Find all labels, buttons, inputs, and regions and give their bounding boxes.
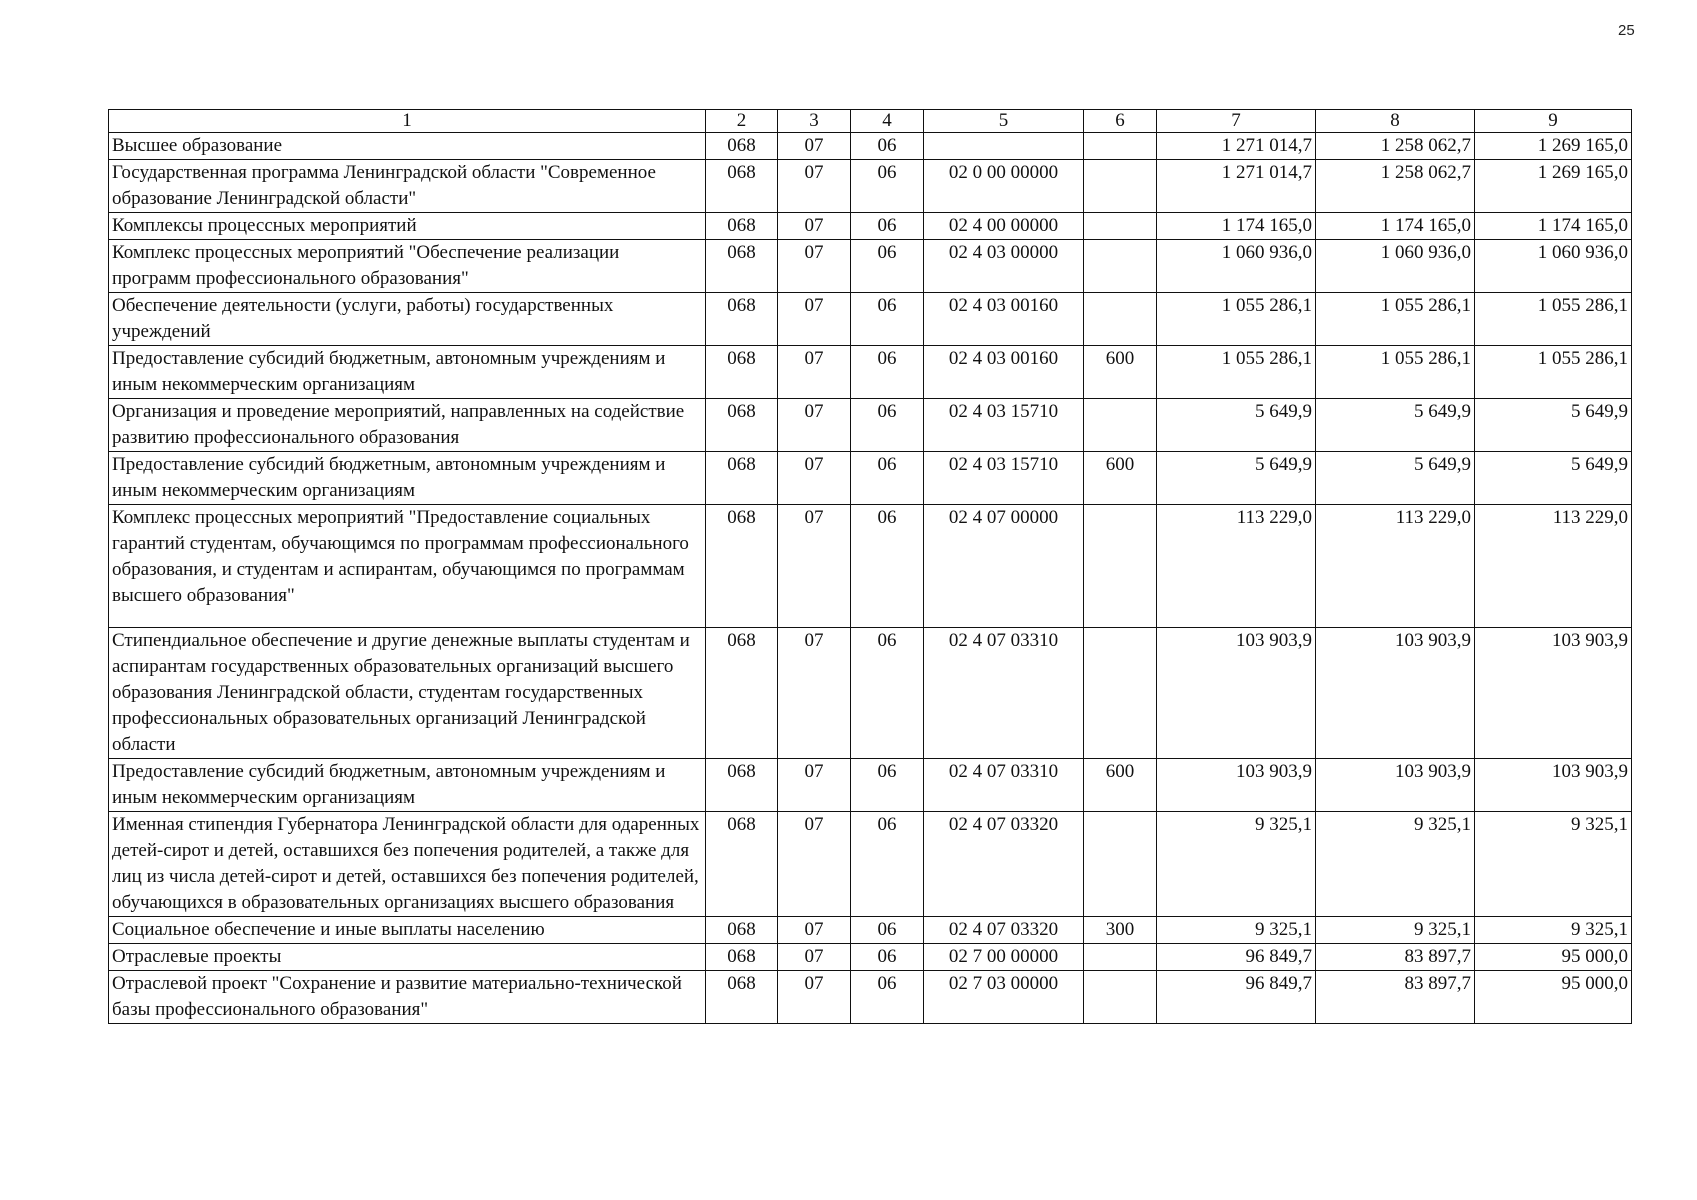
row-value-cell: 06: [851, 133, 924, 160]
row-value-cell: 1 060 936,0: [1475, 240, 1632, 293]
row-value-cell: 113 229,0: [1475, 505, 1632, 628]
row-value-cell: 83 897,7: [1316, 944, 1475, 971]
row-value-cell: 07: [778, 160, 851, 213]
row-name-cell: Организация и проведение мероприятий, направленных на содействие развитию профессионального образования: [109, 399, 706, 452]
row-value-cell: [1084, 160, 1157, 213]
row-value-cell: [924, 133, 1084, 160]
row-value-cell: 103 903,9: [1475, 628, 1632, 759]
row-name-cell: Предоставление субсидий бюджетным, автономным учреждениям и иным некоммерческим организациям: [109, 346, 706, 399]
row-value-cell: 1 269 165,0: [1475, 160, 1632, 213]
table-row: [109, 399, 1632, 452]
row-value-cell: 5 649,9: [1316, 452, 1475, 505]
row-value-cell: 103 903,9: [1475, 759, 1632, 812]
table-header: [109, 110, 1632, 133]
row-value-cell: 9 325,1: [1475, 812, 1632, 917]
table-row: [109, 293, 1632, 346]
row-value-cell: 07: [778, 240, 851, 293]
row-value-cell: 06: [851, 505, 924, 628]
header-cell: 7: [1157, 110, 1316, 133]
row-value-cell: 02 4 03 00160: [924, 346, 1084, 399]
row-value-cell: 06: [851, 346, 924, 399]
row-name-cell: Комплекс процессных мероприятий "Обеспечение реализации программ профессионального образования": [109, 240, 706, 293]
row-value-cell: 06: [851, 759, 924, 812]
page-number: 25: [1618, 22, 1635, 39]
row-value-cell: 02 4 03 15710: [924, 399, 1084, 452]
row-value-cell: 600: [1084, 452, 1157, 505]
row-value-cell: 1 271 014,7: [1157, 133, 1316, 160]
row-name-cell: Стипендиальное обеспечение и другие денежные выплаты студентам и аспирантам государственных образовательных организаций высшего образования Ленинградской области, студентам государственных профессиональных образовательных организаций Ленинградской области: [109, 628, 706, 759]
row-value-cell: [1084, 240, 1157, 293]
table-row: [109, 160, 1632, 213]
header-cell: 2: [706, 110, 778, 133]
row-value-cell: 068: [706, 971, 778, 1024]
row-value-cell: 113 229,0: [1316, 505, 1475, 628]
row-value-cell: 07: [778, 917, 851, 944]
row-value-cell: 9 325,1: [1316, 917, 1475, 944]
row-value-cell: 02 4 07 03320: [924, 812, 1084, 917]
row-value-cell: 1 174 165,0: [1475, 213, 1632, 240]
row-value-cell: 1 060 936,0: [1157, 240, 1316, 293]
row-name-cell: Государственная программа Ленинградской области "Современное образование Ленинградской области": [109, 160, 706, 213]
row-value-cell: 103 903,9: [1157, 759, 1316, 812]
table-row: [109, 346, 1632, 399]
table-row: [109, 133, 1632, 160]
row-value-cell: 02 0 00 00000: [924, 160, 1084, 213]
row-value-cell: 068: [706, 505, 778, 628]
row-name-cell: Комплексы процессных мероприятий: [109, 213, 706, 240]
row-value-cell: 02 4 07 00000: [924, 505, 1084, 628]
row-value-cell: 1 055 286,1: [1475, 293, 1632, 346]
row-value-cell: 068: [706, 346, 778, 399]
header-cell: 4: [851, 110, 924, 133]
row-value-cell: 1 060 936,0: [1316, 240, 1475, 293]
row-value-cell: 5 649,9: [1157, 399, 1316, 452]
header-cell: 5: [924, 110, 1084, 133]
row-value-cell: 07: [778, 971, 851, 1024]
row-value-cell: 02 4 07 03310: [924, 759, 1084, 812]
table-row: [109, 628, 1632, 759]
row-value-cell: [1084, 399, 1157, 452]
row-value-cell: 600: [1084, 346, 1157, 399]
row-value-cell: 113 229,0: [1157, 505, 1316, 628]
row-value-cell: 07: [778, 293, 851, 346]
row-value-cell: 068: [706, 133, 778, 160]
row-name-cell: Именная стипендия Губернатора Ленинградской области для одаренных детей-сирот и детей, оставшихся без попечения родителей, а также для лиц из числа детей-сирот и детей, оставшихся без попечения родителей, обучающихся в образовательных организациях высшего образования: [109, 812, 706, 917]
row-value-cell: 5 649,9: [1157, 452, 1316, 505]
row-value-cell: 103 903,9: [1316, 759, 1475, 812]
row-value-cell: 1 258 062,7: [1316, 133, 1475, 160]
row-value-cell: 07: [778, 759, 851, 812]
row-value-cell: 06: [851, 812, 924, 917]
row-value-cell: 1 174 165,0: [1157, 213, 1316, 240]
row-value-cell: 06: [851, 628, 924, 759]
row-value-cell: 5 649,9: [1316, 399, 1475, 452]
table-row: [109, 240, 1632, 293]
row-value-cell: [1084, 971, 1157, 1024]
row-value-cell: 07: [778, 944, 851, 971]
row-value-cell: [1084, 293, 1157, 346]
row-name-cell: Предоставление субсидий бюджетным, автономным учреждениям и иным некоммерческим организациям: [109, 759, 706, 812]
row-value-cell: [1084, 133, 1157, 160]
table-row: [109, 812, 1632, 917]
row-value-cell: 02 4 07 03320: [924, 917, 1084, 944]
row-value-cell: 95 000,0: [1475, 971, 1632, 1024]
row-value-cell: 1 258 062,7: [1316, 160, 1475, 213]
row-value-cell: 06: [851, 944, 924, 971]
row-value-cell: 06: [851, 213, 924, 240]
table-row: [109, 971, 1632, 1024]
row-name-cell: Высшее образование: [109, 133, 706, 160]
row-value-cell: 1 271 014,7: [1157, 160, 1316, 213]
row-value-cell: [1084, 944, 1157, 971]
row-name-cell: Комплекс процессных мероприятий "Предоставление социальных гарантий студентам, обучающимся по программам профессионального образования, и студентам и аспирантам, обучающимся по программам высшего образования": [109, 505, 706, 628]
row-value-cell: 068: [706, 944, 778, 971]
row-value-cell: 02 4 03 00000: [924, 240, 1084, 293]
budget-table: [108, 109, 1632, 1024]
row-value-cell: 068: [706, 213, 778, 240]
table-row: [109, 944, 1632, 971]
row-value-cell: 068: [706, 160, 778, 213]
row-value-cell: 068: [706, 452, 778, 505]
row-value-cell: [1084, 628, 1157, 759]
row-value-cell: 068: [706, 399, 778, 452]
row-name-cell: Обеспечение деятельности (услуги, работы) государственных учреждений: [109, 293, 706, 346]
row-value-cell: 02 7 00 00000: [924, 944, 1084, 971]
row-value-cell: [1084, 812, 1157, 917]
row-name-cell: Отраслевые проекты: [109, 944, 706, 971]
table-row: [109, 213, 1632, 240]
row-value-cell: 95 000,0: [1475, 944, 1632, 971]
row-value-cell: 5 649,9: [1475, 452, 1632, 505]
row-value-cell: 068: [706, 812, 778, 917]
row-value-cell: 1 055 286,1: [1316, 293, 1475, 346]
row-value-cell: 83 897,7: [1316, 971, 1475, 1024]
row-name-cell: Предоставление субсидий бюджетным, автономным учреждениям и иным некоммерческим организациям: [109, 452, 706, 505]
row-value-cell: 07: [778, 628, 851, 759]
row-value-cell: 06: [851, 293, 924, 346]
row-value-cell: 1 055 286,1: [1157, 346, 1316, 399]
row-value-cell: 06: [851, 917, 924, 944]
row-value-cell: 02 4 03 00160: [924, 293, 1084, 346]
row-value-cell: 9 325,1: [1157, 917, 1316, 944]
row-value-cell: 1 055 286,1: [1157, 293, 1316, 346]
row-value-cell: 103 903,9: [1316, 628, 1475, 759]
row-value-cell: 07: [778, 812, 851, 917]
row-value-cell: 1 269 165,0: [1475, 133, 1632, 160]
table-row: [109, 917, 1632, 944]
row-value-cell: 068: [706, 293, 778, 346]
row-value-cell: 02 7 03 00000: [924, 971, 1084, 1024]
row-value-cell: 06: [851, 399, 924, 452]
table-row: [109, 759, 1632, 812]
row-value-cell: 1 055 286,1: [1475, 346, 1632, 399]
row-value-cell: 96 849,7: [1157, 944, 1316, 971]
table-row: [109, 505, 1632, 628]
row-value-cell: 96 849,7: [1157, 971, 1316, 1024]
row-value-cell: 06: [851, 240, 924, 293]
table-body: [109, 133, 1632, 1024]
header-cell: 9: [1475, 110, 1632, 133]
row-value-cell: 300: [1084, 917, 1157, 944]
row-value-cell: 068: [706, 240, 778, 293]
row-name-cell: Отраслевой проект "Сохранение и развитие материально-технической базы профессионального образования": [109, 971, 706, 1024]
row-value-cell: 5 649,9: [1475, 399, 1632, 452]
row-value-cell: 1 055 286,1: [1316, 346, 1475, 399]
row-value-cell: 07: [778, 346, 851, 399]
row-value-cell: 02 4 00 00000: [924, 213, 1084, 240]
row-name-cell: Социальное обеспечение и иные выплаты населению: [109, 917, 706, 944]
header-row: [109, 110, 1632, 133]
row-value-cell: 06: [851, 160, 924, 213]
row-value-cell: 07: [778, 399, 851, 452]
row-value-cell: 103 903,9: [1157, 628, 1316, 759]
row-value-cell: [1084, 505, 1157, 628]
row-value-cell: 9 325,1: [1157, 812, 1316, 917]
row-value-cell: 068: [706, 917, 778, 944]
row-value-cell: 07: [778, 133, 851, 160]
row-value-cell: 068: [706, 759, 778, 812]
header-cell: 3: [778, 110, 851, 133]
table-row: [109, 452, 1632, 505]
row-value-cell: 02 4 07 03310: [924, 628, 1084, 759]
row-value-cell: 600: [1084, 759, 1157, 812]
header-cell: 8: [1316, 110, 1475, 133]
row-value-cell: 02 4 03 15710: [924, 452, 1084, 505]
row-value-cell: 9 325,1: [1475, 917, 1632, 944]
header-cell: 1: [109, 110, 706, 133]
row-value-cell: 9 325,1: [1316, 812, 1475, 917]
row-value-cell: 1 174 165,0: [1316, 213, 1475, 240]
row-value-cell: 068: [706, 628, 778, 759]
row-value-cell: 06: [851, 971, 924, 1024]
row-value-cell: 07: [778, 452, 851, 505]
row-value-cell: 07: [778, 505, 851, 628]
row-value-cell: 06: [851, 452, 924, 505]
header-cell: 6: [1084, 110, 1157, 133]
row-value-cell: [1084, 213, 1157, 240]
row-value-cell: 07: [778, 213, 851, 240]
